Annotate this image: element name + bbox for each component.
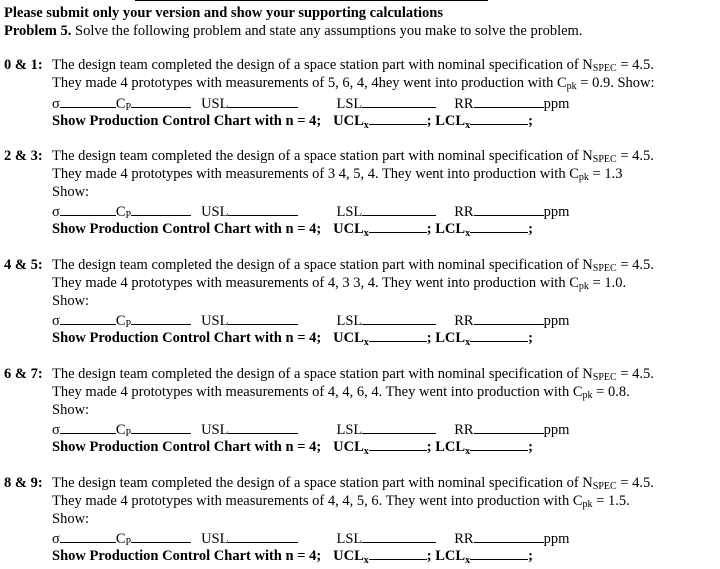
ucl-subscript: x xyxy=(363,446,369,457)
nspec-subscript: SPEC xyxy=(592,263,617,274)
answer-blank[interactable] xyxy=(470,112,528,125)
line-end: = 0.9. Show: xyxy=(576,75,655,91)
usl-label: USL xyxy=(201,313,229,329)
lcl-subscript: x xyxy=(465,446,471,457)
ucl-label: UCL xyxy=(333,548,364,564)
instruction-heading: Please submit only your version and show your supporting calculations xyxy=(4,5,443,21)
sigma-label: σ xyxy=(52,531,60,547)
ucl-subscript: x xyxy=(363,120,369,131)
lcl-subscript: x xyxy=(465,228,471,239)
answer-blank[interactable] xyxy=(362,421,436,434)
answer-blank[interactable] xyxy=(474,421,544,434)
ppm-label: ppm xyxy=(543,313,570,329)
answer-blank[interactable] xyxy=(131,421,191,434)
nspec-subscript: SPEC xyxy=(592,63,617,74)
usl-label: USL xyxy=(201,96,229,112)
chart-label: Show Production Control Chart with n = 4; xyxy=(52,113,322,129)
show-label: Show: xyxy=(52,511,90,527)
line-text: They made 4 prototypes with measurements of 4, 4, 5, 6. They went into production with C xyxy=(52,493,583,509)
end-semicolon: ; xyxy=(528,113,533,129)
control-chart-row xyxy=(52,547,533,569)
nspec-subscript: SPEC xyxy=(592,481,617,492)
end-semicolon: ; xyxy=(528,439,533,455)
chart-label: Show Production Control Chart with n = 4; xyxy=(52,221,322,237)
answer-blank[interactable] xyxy=(228,312,298,325)
answer-blank[interactable] xyxy=(474,312,544,325)
show-label: Show: xyxy=(52,293,90,309)
answer-blank[interactable] xyxy=(474,203,544,216)
cpk-subscript: pk xyxy=(578,172,589,183)
end-semicolon: ; xyxy=(528,330,533,346)
answer-blank[interactable] xyxy=(131,203,191,216)
line-end: = 1.0. xyxy=(588,275,627,291)
cp-subscript: P xyxy=(125,428,132,439)
problem-id: 0 & 1: xyxy=(4,57,43,73)
ucl-subscript: x xyxy=(363,228,369,239)
answer-blank[interactable] xyxy=(131,95,191,108)
cp-subscript: P xyxy=(125,102,132,113)
problem-line-2 xyxy=(52,275,626,295)
answer-blank[interactable] xyxy=(228,203,298,216)
ppm-label: ppm xyxy=(543,204,570,220)
usl-label: USL xyxy=(201,531,229,547)
answer-blank[interactable] xyxy=(60,421,116,434)
answer-blank[interactable] xyxy=(369,547,427,560)
nspec-subscript: SPEC xyxy=(592,154,617,165)
answer-blank[interactable] xyxy=(362,95,436,108)
cpk-subscript: pk xyxy=(566,81,577,92)
end-semicolon: ; xyxy=(528,548,533,564)
answer-blank[interactable] xyxy=(228,530,298,543)
answer-blank[interactable] xyxy=(228,95,298,108)
problem-line-1 xyxy=(52,57,654,77)
line-end: = 4.5. xyxy=(616,148,654,164)
cp-label: C xyxy=(115,531,126,547)
rr-label: RR xyxy=(454,531,474,547)
lsl-label: LSL xyxy=(336,96,363,112)
problem-line-2 xyxy=(52,384,630,404)
answer-blank[interactable] xyxy=(60,95,116,108)
lcl-label: ; LCL xyxy=(426,330,466,346)
problem-id: 4 & 5: xyxy=(4,257,43,273)
answer-blank[interactable] xyxy=(470,220,528,233)
ucl-label: UCL xyxy=(333,439,364,455)
answer-blank[interactable] xyxy=(369,112,427,125)
line-text: The design team completed the design of a space station part with nominal specification of N xyxy=(52,475,593,491)
chart-label: Show Production Control Chart with n = 4; xyxy=(52,330,322,346)
problem-line-2 xyxy=(52,493,630,513)
ucl-label: UCL xyxy=(333,113,364,129)
lcl-label: ; LCL xyxy=(426,439,466,455)
answer-blank[interactable] xyxy=(470,329,528,342)
problem-text: Solve the following problem and state any assumptions you make to solve the problem. xyxy=(71,23,583,39)
answer-blank[interactable] xyxy=(369,438,427,451)
lsl-label: LSL xyxy=(336,204,363,220)
sigma-label: σ xyxy=(52,422,60,438)
chart-label: Show Production Control Chart with n = 4; xyxy=(52,439,322,455)
cpk-subscript: pk xyxy=(582,499,593,510)
control-chart-row xyxy=(52,220,533,242)
line-end: = 1.3 xyxy=(588,166,623,182)
cp-label: C xyxy=(115,96,126,112)
problem-line-1 xyxy=(52,366,654,386)
lcl-label: ; LCL xyxy=(426,221,466,237)
problem-label: Problem 5. xyxy=(4,23,72,39)
ucl-subscript: x xyxy=(363,337,369,348)
problem-line-2 xyxy=(52,166,622,186)
lcl-subscript: x xyxy=(465,555,471,566)
show-label: Show: xyxy=(52,184,90,200)
control-chart-row xyxy=(52,438,533,460)
ppm-label: ppm xyxy=(543,422,570,438)
lsl-label: LSL xyxy=(336,422,363,438)
answer-blank[interactable] xyxy=(470,547,528,560)
line-end: = 4.5. xyxy=(616,57,654,73)
lsl-label: LSL xyxy=(336,531,363,547)
usl-label: USL xyxy=(201,204,229,220)
rr-label: RR xyxy=(454,422,474,438)
problem-id: 6 & 7: xyxy=(4,366,43,382)
usl-label: USL xyxy=(201,422,229,438)
cp-label: C xyxy=(115,204,126,220)
line-text: They made 4 prototypes with measurements of 3 4, 5, 4. They went into production with C xyxy=(52,166,579,182)
answer-blank[interactable] xyxy=(362,203,436,216)
line-text: They made 4 prototypes with measurements of 5, 6, 4, 4hey went into production with C xyxy=(52,75,567,91)
lcl-subscript: x xyxy=(465,337,471,348)
line-text: The design team completed the design of a space station part with nominal specification of N xyxy=(52,257,593,273)
answer-blank[interactable] xyxy=(131,530,191,543)
nspec-subscript: SPEC xyxy=(592,372,617,383)
answer-blank[interactable] xyxy=(228,421,298,434)
rr-label: RR xyxy=(454,96,474,112)
control-chart-row xyxy=(52,329,533,351)
line-text: The design team completed the design of a space station part with nominal specification of N xyxy=(52,148,593,164)
ucl-label: UCL xyxy=(333,330,364,346)
lcl-label: ; LCL xyxy=(426,548,466,564)
problem-line-1 xyxy=(52,257,654,277)
ppm-label: ppm xyxy=(543,531,570,547)
answer-blank[interactable] xyxy=(474,530,544,543)
lcl-label: ; LCL xyxy=(426,113,466,129)
ppm-label: ppm xyxy=(543,96,570,112)
line-text: They made 4 prototypes with measurements of 4, 4, 6, 4. They went into production with C xyxy=(52,384,583,400)
answer-blank[interactable] xyxy=(60,312,116,325)
problem-statement xyxy=(4,23,582,40)
line-text: They made 4 prototypes with measurements of 4, 3 3, 4. They went into production with C xyxy=(52,275,579,291)
line-text: The design team completed the design of a space station part with nominal specification of N xyxy=(52,57,593,73)
answer-blank[interactable] xyxy=(60,203,116,216)
line-end: = 1.5. xyxy=(592,493,630,509)
answer-blank[interactable] xyxy=(362,530,436,543)
answer-blank[interactable] xyxy=(131,312,191,325)
problem-line-1 xyxy=(52,475,654,495)
end-semicolon: ; xyxy=(528,221,533,237)
line-end: = 4.5. xyxy=(616,257,654,273)
ucl-subscript: x xyxy=(363,555,369,566)
sigma-label: σ xyxy=(52,96,60,112)
answer-blank[interactable] xyxy=(474,95,544,108)
lsl-label: LSL xyxy=(336,313,363,329)
problem-line-1 xyxy=(52,148,654,168)
line-end: = 4.5. xyxy=(616,366,654,382)
answer-blank[interactable] xyxy=(369,329,427,342)
rr-label: RR xyxy=(454,313,474,329)
answer-blank[interactable] xyxy=(470,438,528,451)
line-text: The design team completed the design of a space station part with nominal specification of N xyxy=(52,366,593,382)
rr-label: RR xyxy=(454,204,474,220)
line-end: = 0.8. xyxy=(592,384,630,400)
cp-label: C xyxy=(115,422,126,438)
problem-id: 2 & 3: xyxy=(4,148,43,164)
problem-id: 8 & 9: xyxy=(4,475,43,491)
ucl-label: UCL xyxy=(333,221,364,237)
cp-subscript: P xyxy=(125,210,132,221)
show-label: Show: xyxy=(52,402,90,418)
sigma-label: σ xyxy=(52,204,60,220)
cp-label: C xyxy=(115,313,126,329)
cp-subscript: P xyxy=(125,537,132,548)
chart-label: Show Production Control Chart with n = 4; xyxy=(52,548,322,564)
sigma-label: σ xyxy=(52,313,60,329)
top-rule xyxy=(135,0,488,1)
control-chart-row xyxy=(52,112,533,134)
problem-line-2 xyxy=(52,75,655,95)
cp-subscript: P xyxy=(125,319,132,330)
line-end: = 4.5. xyxy=(616,475,654,491)
answer-blank[interactable] xyxy=(362,312,436,325)
lcl-subscript: x xyxy=(465,120,471,131)
answer-blank[interactable] xyxy=(60,530,116,543)
answer-blank[interactable] xyxy=(369,220,427,233)
cpk-subscript: pk xyxy=(582,390,593,401)
cpk-subscript: pk xyxy=(578,281,589,292)
